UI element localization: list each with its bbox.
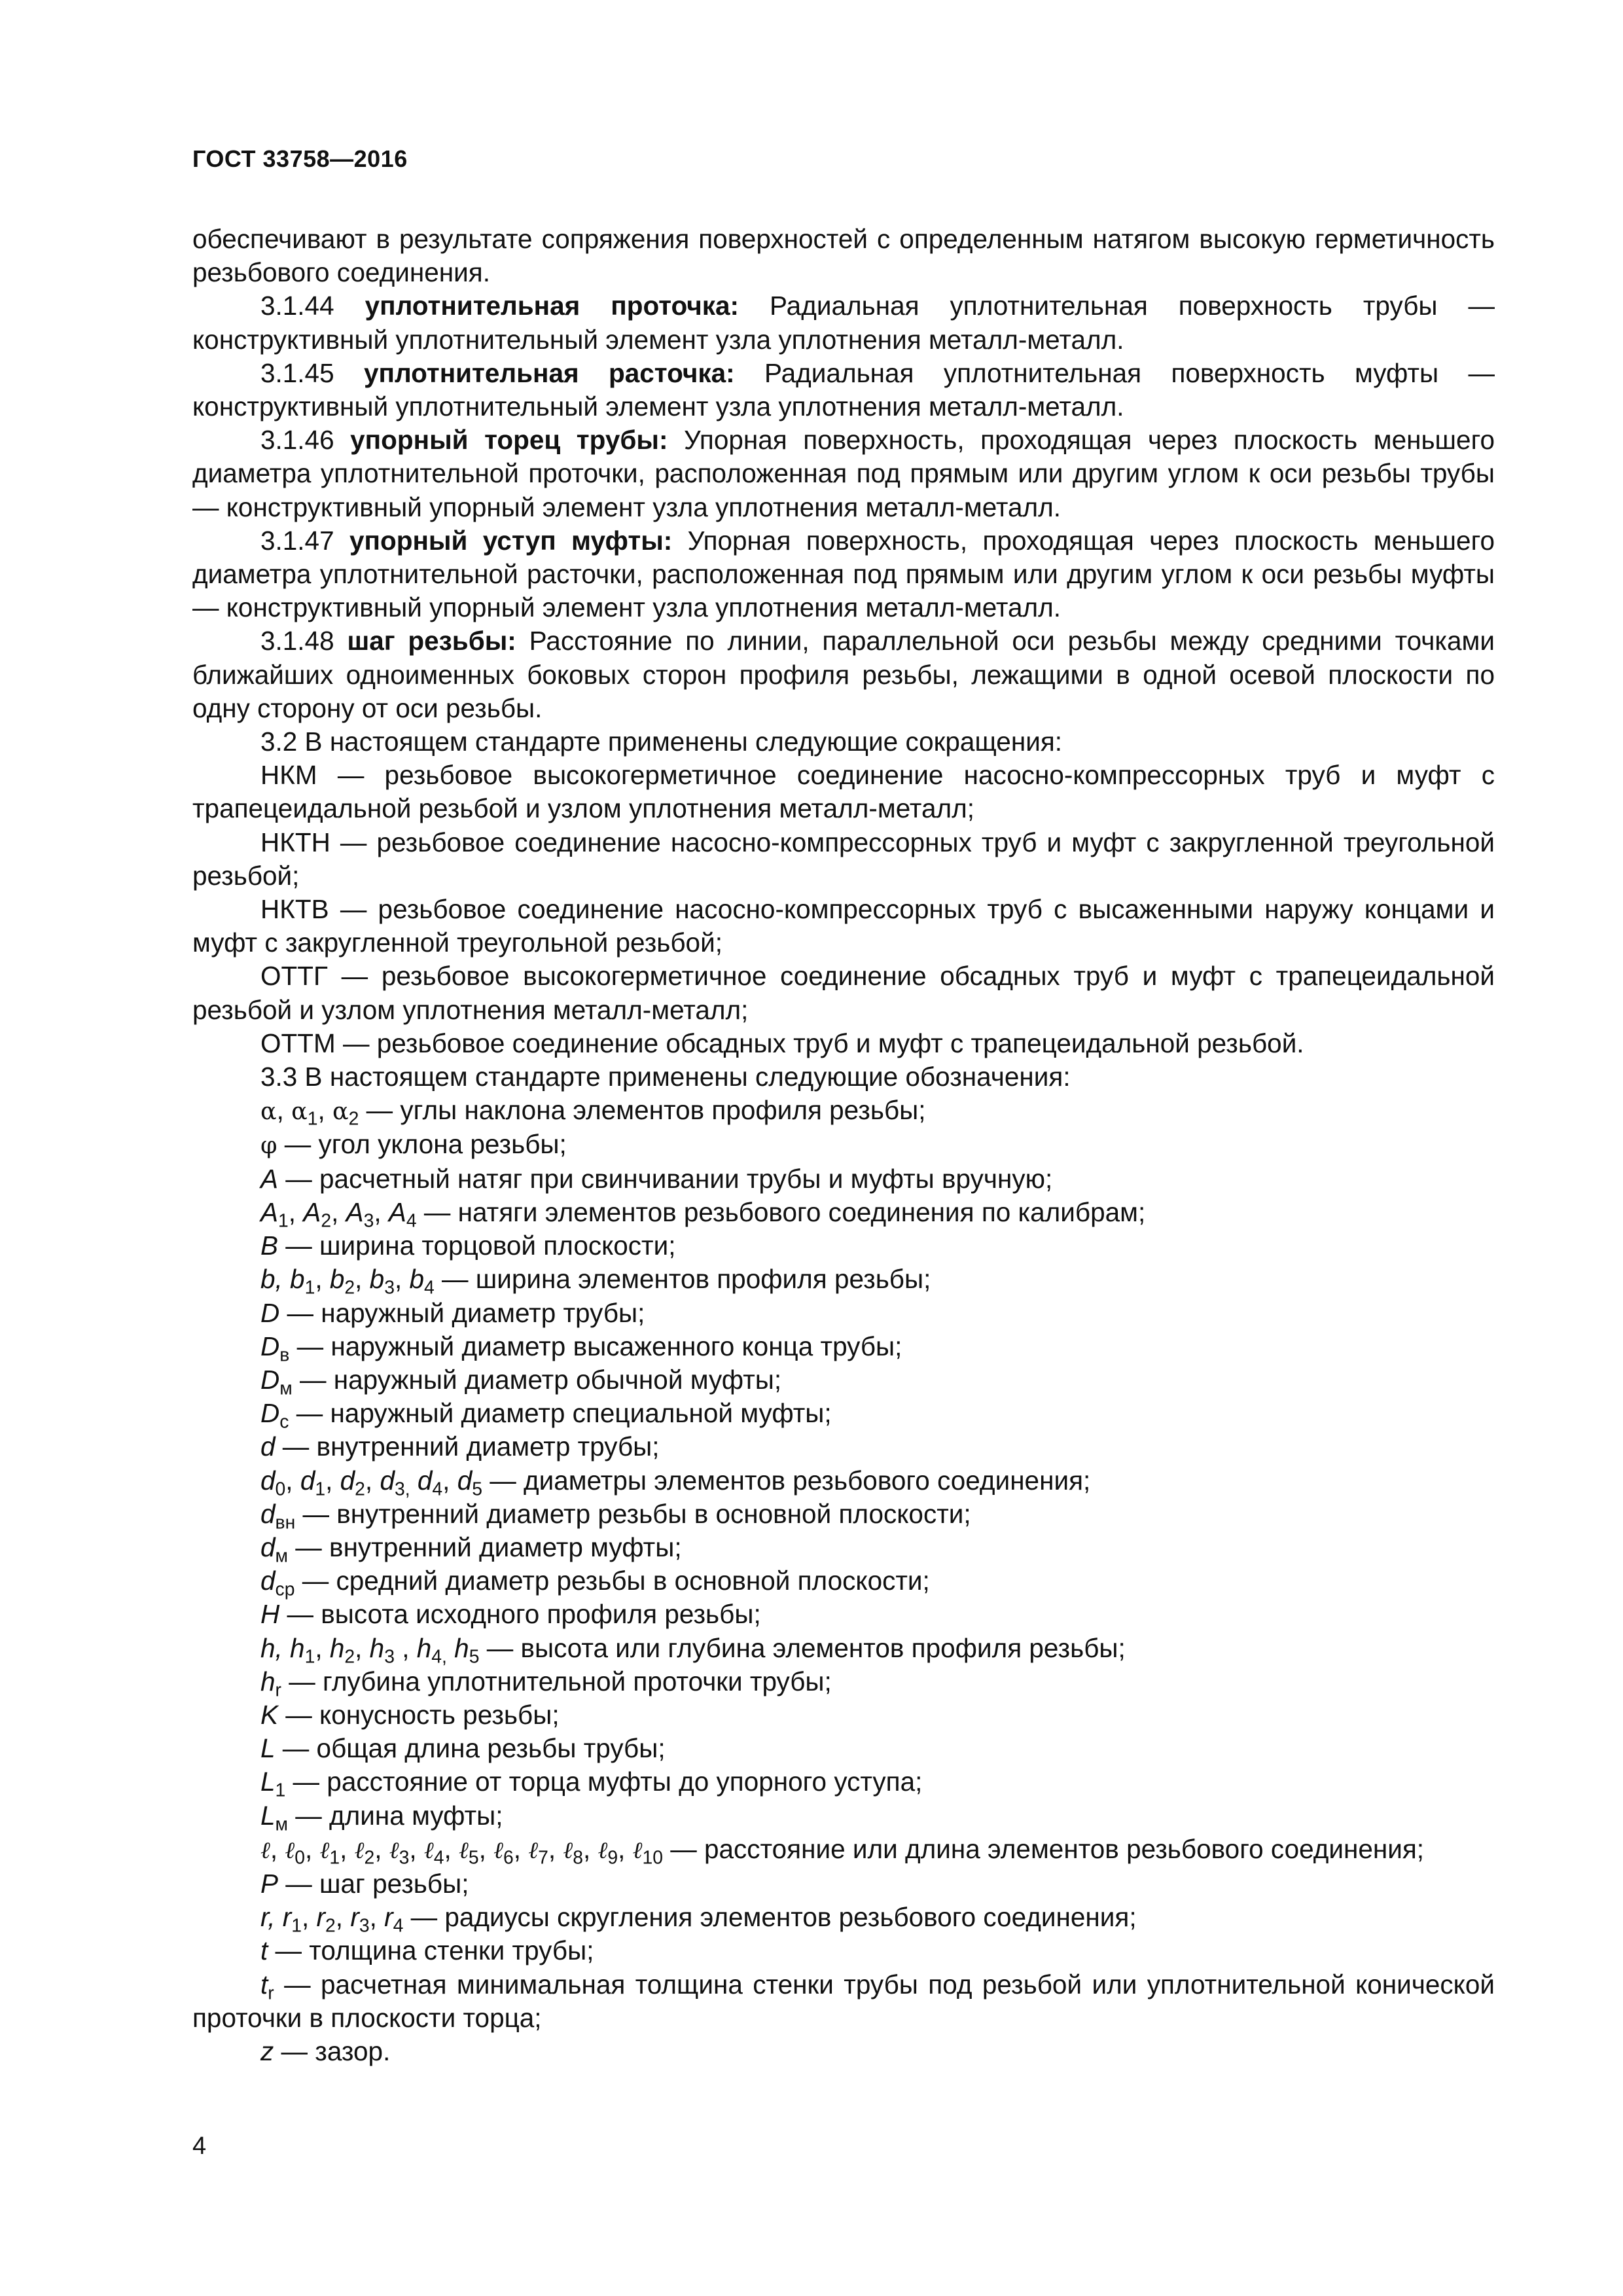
symbol-definition: — зазор. <box>281 2036 391 2066</box>
symbol-phi: φ — угол уклона резьбы; <box>260 1129 567 1160</box>
symbol-definition: — внутренний диаметр трубы; <box>282 1431 660 1462</box>
abbreviation-code: НКТВ <box>260 894 329 925</box>
document-header: ГОСТ 33758—2016 <box>192 145 408 172</box>
symbol-definition: — наружный диаметр высаженного конца трубы; <box>296 1331 902 1361</box>
symbol-definition: — внутренний диаметр муфты; <box>295 1532 682 1562</box>
abbreviation-code: ОТТГ <box>260 961 328 992</box>
symbol-d-v: $D_в$ — наружный диаметр высаженного конца трубы; <box>260 1331 902 1366</box>
symbol-t-r: $t_r$ — расчетная минимальная толщина стенки трубы под резьбой или уплотнительной конической проточки в плоскости торца; <box>192 1969 1495 2033</box>
abbreviation-ottg <box>192 960 1495 1026</box>
abbreviation-nktv <box>192 893 1495 960</box>
term-3-1-45 <box>192 357 1495 423</box>
term-definition: Расстояние по линии, параллельной оси резьбы между средними точками ближайших одноименных боковых сторон профиля резьбы, лежащими в одной осевой плоскости по одну сторону от оси резьбы. <box>192 626 1495 723</box>
symbol-p: P — шаг резьбы; <box>260 1868 469 1899</box>
term-definition: Радиальная уплотнительная поверхность трубы — конструктивный уплотнительный элемент узла уплотнения металл-металл. <box>192 291 1495 355</box>
symbol-definition: — высота или глубина элементов профиля резьбы; <box>479 1632 1126 1663</box>
term-name: упорный торец трубы: <box>350 425 668 456</box>
abbreviation-text: — резьбовое соединение насосно-компрессорных труб с высаженными наружу концами и муфт с закругленной треугольной резьбой; <box>192 894 1495 958</box>
symbol-definition: — расстояние от торца муфты до упорного уступа; <box>285 1767 923 1797</box>
symbol-definition: — общая длина резьбы трубы; <box>282 1733 666 1764</box>
symbol-b-upper: B — ширина торцовой плоскости; <box>260 1230 676 1261</box>
abbreviation-code: НКМ <box>260 760 317 791</box>
symbol-definition: — высота исходного профиля резьбы; <box>287 1599 761 1630</box>
symbol-definition: — ширина элементов профиля резьбы; <box>442 1264 931 1295</box>
symbol-definition: — шаг резьбы; <box>285 1868 469 1899</box>
term-3-1-44 <box>192 289 1495 356</box>
symbol-definition: — диаметры элементов резьбового соединения; <box>482 1465 1091 1496</box>
symbol-ell: ℓ, ℓ$_0$, ℓ$_1$, ℓ$_2$, ℓ$_3$, ℓ$_4$, ℓ$_5$, ℓ$_6$, ℓ$_7$, ℓ$_8$, ℓ$_9$, ℓ$_{10}$ — расстояние или длина элементов резьбового соединения; <box>260 1833 1425 1869</box>
term-3-1-48 <box>192 624 1495 725</box>
symbol-a-n: $A_1$, $A_2$, $A_3$, $A_4$ — натяги элементов резьбового соединения по калибрам; <box>260 1196 1146 1232</box>
term-definition: Упорная поверхность, проходящая через плоскость меньшего диаметра уплотнительной проточки, расположенная под прямым или другим углом к оси резьбы трубы — конструктивный упорный элемент узла уплотнения металл-металл. <box>192 425 1495 522</box>
abbreviation-ottm <box>192 1027 1495 1060</box>
symbol-definition: — конусность резьбы; <box>285 1699 560 1730</box>
term-definition: Радиальная уплотнительная поверхность муфты — конструктивный уплотнительный элемент узла уплотнения металл-металл. <box>192 357 1495 422</box>
symbol-d-c: $D_с$ — наружный диаметр специальной муфты; <box>260 1398 832 1433</box>
abbreviation-text: — резьбовое соединение обсадных труб и муфт с трапецеидальной резьбой. <box>342 1028 1304 1058</box>
symbol-definition: — угол уклона резьбы; <box>284 1129 567 1160</box>
symbol-d-sr: $d_{ср}$ — средний диаметр резьбы в основной плоскости; <box>260 1566 930 1600</box>
symbol-d-m: $D_м$ — наружный диаметр обычной муфты; <box>260 1364 782 1399</box>
term-name: уплотнительная расточка: <box>363 357 735 388</box>
symbol-definition: — натяги элементов резьбового соединения по калибрам; <box>416 1196 1146 1227</box>
symbol-h-n: h, $h_1$, $h_2$, $h_3$ , $h_{4,}$ $h_5$ — высота или глубина элементов профиля резьбы; <box>260 1632 1126 1668</box>
term-number: 3.1.47 <box>260 525 334 556</box>
document-body <box>192 223 1495 2068</box>
symbol-d-vn: $d_{вн}$ — внутренний диаметр резьбы в основной плоскости; <box>260 1498 971 1534</box>
symbol-l-m: $L_м$ — длина муфты; <box>260 1800 503 1835</box>
abbreviation-code: ОТТМ <box>260 1028 336 1058</box>
symbol-r-n: r, $r_1$, $r_2$, $r_3$, $r_4$ — радиусы скругления элементов резьбового соединения; <box>260 1902 1137 1937</box>
symbol-l1: $L_1$ — расстояние от торца муфты до упорного уступа; <box>260 1767 923 1801</box>
symbol-definition: — наружный диаметр обычной муфты; <box>300 1364 782 1395</box>
symbols-heading: 3.3 В настоящем стандарте применены следующие обозначения: <box>260 1062 1071 1092</box>
term-3-1-46 <box>192 423 1495 524</box>
symbol-l-upper: L — общая длина резьбы трубы; <box>260 1733 666 1764</box>
symbol-z: z — зазор. <box>260 2036 391 2066</box>
intro-paragraph: обеспечивают в результате сопряжения поверхностей с определенным натягом высокую герметичность резьбового соединения. <box>192 224 1495 288</box>
term-3-1-47 <box>192 524 1495 625</box>
symbol-definition: — наружный диаметр специальной муфты; <box>296 1398 832 1429</box>
symbol-definition: — глубина уплотнительной проточки трубы; <box>281 1666 832 1696</box>
symbol-t: t — толщина стенки трубы; <box>260 1935 594 1966</box>
page-number: 4 <box>192 2132 207 2160</box>
symbol-definition: — радиусы скругления элементов резьбового соединения; <box>403 1902 1137 1933</box>
term-definition: Упорная поверхность, проходящая через плоскость меньшего диаметра уплотнительной расточки, расположенная под прямым или другим углом к оси резьбы муфты — конструктивный упорный элемент узла уплотнения металл-металл. <box>192 525 1495 623</box>
term-number: 3.1.45 <box>260 357 334 388</box>
symbol-definition: — ширина торцовой плоскости; <box>285 1230 676 1261</box>
symbol-definition: — толщина стенки трубы; <box>275 1935 594 1966</box>
abbreviation-text: — резьбовое высокогерметичное соединение обсадных труб и муфт с трапецеидальной резьбой и узлом уплотнения металл-металл; <box>192 961 1495 1025</box>
term-name: упорный уступ муфты: <box>349 525 673 556</box>
symbol-a: A — расчетный натяг при свинчивании трубы и муфты вручную; <box>260 1163 1053 1194</box>
symbol-d-upper: D — наружный диаметр трубы; <box>260 1297 645 1328</box>
symbol-b-n: b, $b_1$, $b_2$, $b_3$, $b_4$ — ширина элементов профиля резьбы; <box>260 1264 931 1299</box>
abbreviations-heading: 3.2 В настоящем стандарте применены следующие сокращения: <box>260 726 1063 757</box>
symbol-d-lower: d — внутренний диаметр трубы; <box>260 1431 660 1462</box>
term-number: 3.1.46 <box>260 425 334 456</box>
symbol-definition: — расчетный натяг при свинчивании трубы и муфты вручную; <box>285 1163 1053 1194</box>
term-name: шаг резьбы: <box>347 626 516 656</box>
abbreviation-nktn <box>192 826 1495 893</box>
symbol-h-upper: H — высота исходного профиля резьбы; <box>260 1599 761 1630</box>
symbol-h-r: $h_r$ — глубина уплотнительной проточки трубы; <box>260 1666 832 1701</box>
symbol-definition: — углы наклона элементов профиля резьбы; <box>366 1095 926 1126</box>
symbol-d-n: $d_0$, $d_1$, $d_2$, $d_{3,}$ $d_4$, $d_5$ — диаметры элементов резьбового соединения; <box>260 1465 1091 1500</box>
symbol-definition: — расстояние или длина элементов резьбового соединения; <box>670 1833 1425 1864</box>
symbol-definition: — наружный диаметр трубы; <box>287 1297 645 1328</box>
term-number: 3.1.48 <box>260 626 334 656</box>
term-number: 3.1.44 <box>260 291 334 321</box>
symbol-definition: — длина муфты; <box>295 1800 503 1831</box>
abbreviation-text: — резьбовое высокогерметичное соединение насосно-компрессорных труб и муфт с трапецеидальной резьбой и узлом уплотнения металл-металл; <box>192 760 1495 824</box>
symbol-definition: — расчетная минимальная толщина стенки трубы под резьбой или уплотнительной конической проточки в плоскости торца; <box>192 1969 1495 2033</box>
symbol-k: K — конусность резьбы; <box>260 1699 560 1730</box>
symbol-d-m-lower: $d_м$ — внутренний диаметр муфты; <box>260 1532 682 1567</box>
abbreviation-text: — резьбовое соединение насосно-компрессорных труб и муфт с закругленной треугольной резьбой; <box>192 827 1495 891</box>
symbol-alpha: α, $\alpha_1$, $\alpha_2$ — углы наклона элементов профиля резьбы; <box>260 1095 926 1130</box>
abbreviation-nkm <box>192 759 1495 825</box>
abbreviation-code: НКТН <box>260 827 330 857</box>
term-name: уплотнительная проточка: <box>365 291 740 321</box>
symbol-definition: — внутренний диаметр резьбы в основной плоскости; <box>302 1498 971 1529</box>
symbol-definition: — средний диаметр резьбы в основной плоскости; <box>302 1566 930 1596</box>
